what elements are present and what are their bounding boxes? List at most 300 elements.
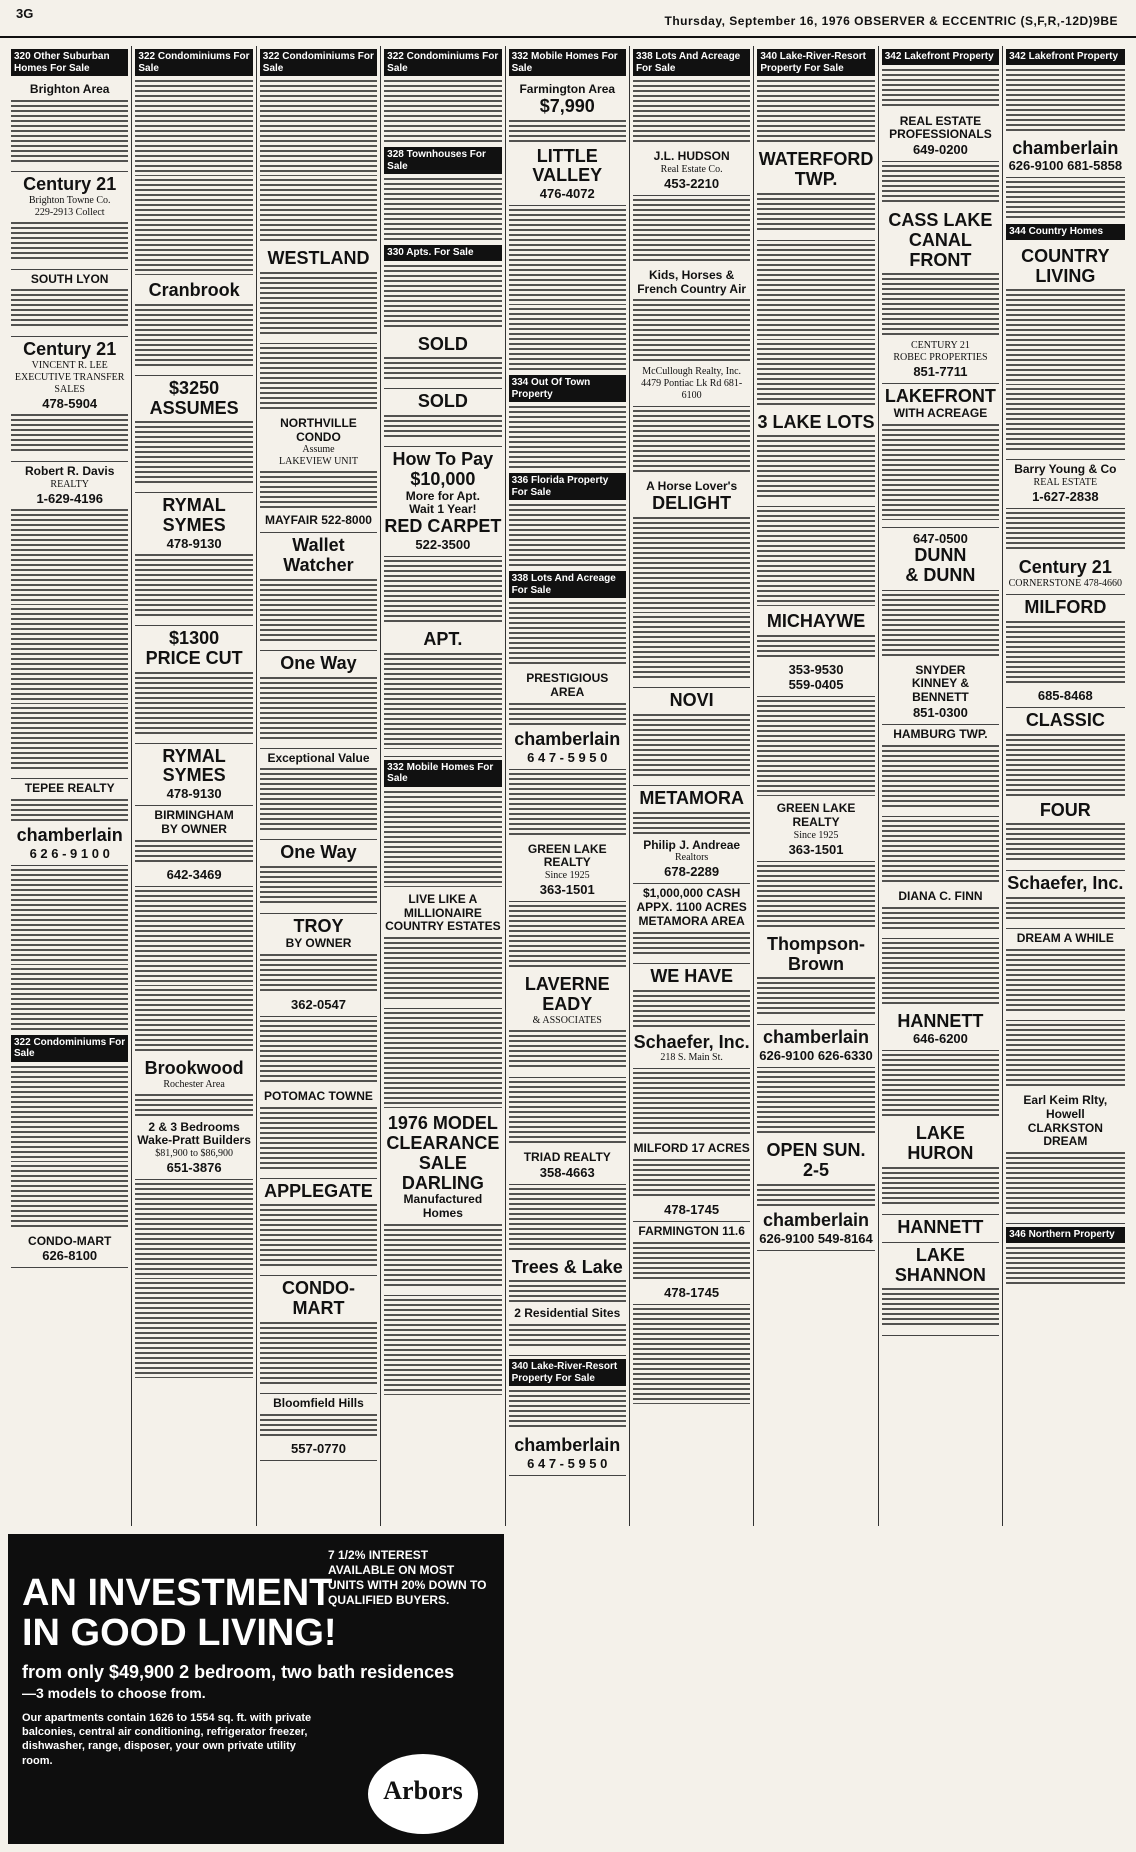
section-heading: 336 Florida Property For Sale — [509, 473, 626, 500]
ad-body-text — [135, 890, 252, 986]
ad-title: NORTHVILLE CONDO — [280, 415, 357, 444]
ad-text: CENTURY 21 — [911, 340, 970, 352]
ad-phone: 453-2210 — [664, 175, 720, 191]
ad-title: FOUR — [1039, 799, 1091, 820]
ad-title: Century 21 — [23, 339, 117, 360]
ad-body-text — [260, 954, 377, 994]
ad-title: Exceptional Value — [267, 750, 370, 765]
classified-ad — [882, 1121, 999, 1215]
ad-text: & ASSOCIATES — [532, 1014, 602, 1026]
classified-ad — [260, 414, 377, 533]
ad-phone: 478-5904 — [42, 396, 98, 412]
ad-body-text — [1006, 1152, 1124, 1216]
section-heading: 332 Mobile Homes For Sale — [384, 760, 501, 787]
ad-text: Wait 1 Year! — [409, 502, 477, 517]
ad-body-text — [509, 120, 626, 144]
classified-ad — [633, 1222, 750, 1305]
ad-title: FARMINGTON 11.6 — [638, 1224, 745, 1239]
classified-ad — [757, 609, 874, 697]
ad-body-text — [882, 1288, 999, 1328]
classified-ad — [882, 725, 999, 817]
ad-title: Robert R. Davis — [25, 464, 115, 479]
section-heading: 332 Mobile Homes For Sale — [509, 49, 626, 76]
ad-title: KINNEY & — [911, 676, 969, 691]
ad-title: $10,000 — [410, 468, 476, 489]
ad-title: WATERFORD TWP. — [758, 149, 874, 189]
ad-phone: 478-9130 — [166, 786, 222, 802]
classified-ad — [135, 278, 252, 376]
ad-body-text — [260, 179, 377, 243]
ad-body-text — [11, 707, 128, 771]
page-info: Thursday, September 16, 1976 OBSERVER & ECCENTRIC (S,F,R,-12D)9BE — [664, 14, 1118, 28]
arbors-display-ad — [8, 1534, 504, 1844]
classified-ad — [260, 1394, 377, 1461]
ad-phone: 6 2 6 - 9 1 0 0 — [29, 845, 110, 861]
ad-title: Schaefer, Inc. — [633, 1031, 750, 1052]
ad-body-text — [11, 509, 128, 605]
classified-ad — [384, 389, 501, 447]
ad-title: Wallet Watcher — [283, 535, 354, 575]
ad-body-text — [260, 1322, 377, 1386]
section-heading: 322 Condominiums For Sale — [260, 49, 377, 76]
ad-title: GREEN LAKE REALTY — [776, 801, 856, 829]
ad-body-text — [757, 244, 874, 340]
ad-body-text — [882, 424, 999, 520]
ad-title: CONDO-MART — [28, 1233, 112, 1248]
column-3 — [257, 46, 381, 1526]
section-heading: 342 Lakefront Property — [1006, 49, 1124, 65]
ad-text: Wake-Pratt Builders — [137, 1133, 251, 1148]
ad-body-text — [633, 1242, 750, 1282]
section-heading: 334 Out Of Town Property — [509, 375, 626, 402]
ad-phone: 478-1745 — [664, 1202, 720, 1218]
ad-body-text — [633, 812, 750, 836]
section-heading: 320 Other Suburban Homes For Sale — [11, 49, 128, 76]
section-heading: 322 Condominiums For Sale — [384, 49, 501, 76]
ad-title: COUNTRY ESTATES — [385, 919, 501, 934]
ad-title: DREAM A WHILE — [1016, 931, 1114, 946]
ad-phone: 651-3876 — [166, 1160, 222, 1176]
ad-title: HAMBURG TWP. — [893, 727, 988, 742]
ad-title: TROY — [293, 916, 344, 937]
ad-phone: 478-9130 — [166, 535, 222, 551]
ad-body-text — [11, 968, 128, 1032]
ad-text: VINCENT R. LEE — [31, 360, 108, 372]
ad-title: Brown — [788, 953, 845, 974]
ad-title: How To Pay — [392, 449, 494, 470]
ad-phone: 362-0547 — [291, 996, 346, 1012]
ad-body-text — [260, 579, 377, 643]
interest-rate-notice: 7 1/2% INTEREST AVAILABLE ON MOST UNITS WITH 20% DOWN TO QUALIFIED BUYERS. — [328, 1548, 487, 1607]
ad-title: PRICE CUT — [145, 647, 243, 668]
classified-ad — [882, 1009, 999, 1052]
ad-text: 4479 Pontiac Lk Rd 681-6100 — [641, 378, 743, 402]
classified-ad — [260, 651, 377, 749]
ad-body-text — [260, 347, 377, 411]
ad-title: LAKEFRONT — [884, 386, 996, 407]
ad-title: Kids, Horses & — [648, 267, 735, 282]
classified-ad — [135, 1056, 252, 1180]
classified-ad — [11, 462, 128, 779]
ad-phone: 851-0300 — [912, 705, 968, 721]
ad-body-text — [1006, 621, 1124, 685]
ad-phone: 559-0405 — [788, 677, 844, 693]
ad-title: SOLD — [417, 333, 468, 354]
ad-title: HANNETT — [897, 1010, 984, 1031]
ad-title: APT. — [423, 629, 463, 650]
ad-body-text — [509, 209, 626, 305]
ad-body: Our apartments contain 1626 to 1554 sq. ft. with private balconies, central air conditioning, refrigerator freezer, dishwasher, range, disposer, your own private utility room. — [22, 1711, 312, 1767]
section-heading: 346 Northern Property — [1006, 1227, 1124, 1243]
ad-body-text — [882, 907, 999, 931]
ad-title: REAL ESTATE — [899, 113, 982, 128]
ad-body-text — [882, 165, 999, 205]
classified-ad — [384, 332, 501, 390]
section-heading: 340 Lake-River-Resort Property For Sale — [509, 1359, 626, 1386]
ad-headline: AN INVESTMENT — [22, 1572, 333, 1614]
ad-text: More for Apt. — [405, 488, 480, 503]
column-2 — [132, 46, 256, 1526]
column-8 — [879, 46, 1003, 1526]
ad-body-text — [757, 193, 874, 233]
classified-ad — [882, 1215, 999, 1243]
ad-body-text — [757, 510, 874, 606]
ad-phone: 6 4 7 - 5 9 5 0 — [527, 1455, 608, 1471]
ad-title: CONDO-MART — [281, 1278, 355, 1319]
ad-body-text — [509, 773, 626, 837]
ad-title: Barry Young & Co — [1014, 462, 1117, 477]
ad-body-text — [135, 989, 252, 1053]
ad-title: Philip J. Andreae — [643, 837, 741, 852]
ad-title: BY OWNER — [161, 821, 227, 836]
ad-body-text — [882, 594, 999, 658]
ad-body-text — [11, 1066, 128, 1162]
ad-text: Rochester Area — [163, 1078, 225, 1090]
section-heading: 340 Lake-River-Resort Property For Sale — [757, 49, 874, 76]
ad-phone: 642-3469 — [166, 866, 222, 882]
ad-title: 2 Residential Sites — [514, 1306, 621, 1321]
ad-body-text — [633, 517, 750, 613]
ad-body-text — [509, 1081, 626, 1145]
classified-ad — [11, 172, 128, 270]
ad-body-text — [757, 700, 874, 796]
ad-title: LAVERNE EADY — [524, 974, 610, 1014]
classified-ad — [882, 208, 999, 384]
ad-title: APPLEGATE — [264, 1180, 373, 1201]
ad-title: BY OWNER — [285, 935, 352, 950]
ad-title: GREEN LAKE REALTY — [527, 841, 607, 870]
ad-phone: 626-9100 681-5858 — [1008, 158, 1123, 174]
ad-body-text — [757, 977, 874, 1017]
ad-body-text — [509, 1390, 626, 1430]
ad-phone: 626-9100 626-6330 — [759, 1048, 873, 1064]
ad-body-text — [11, 608, 128, 704]
ad-title: Thompson- — [767, 933, 866, 954]
ad-phone: 358-4663 — [539, 1164, 595, 1180]
classified-ad — [260, 246, 377, 344]
classified-ad — [11, 1232, 128, 1269]
classified-ad — [757, 1138, 874, 1250]
classified-ad — [1006, 708, 1124, 872]
classified-ad — [509, 1255, 626, 1357]
ad-body-text — [260, 768, 377, 832]
ad-body-text — [135, 1094, 252, 1118]
ad-phone: 1-627-2838 — [1032, 489, 1099, 505]
ad-title: DIANA C. FINN — [898, 888, 983, 903]
classified-ad — [757, 1025, 874, 1068]
ad-body-text — [757, 1184, 874, 1208]
ad-body-text — [757, 80, 874, 144]
ad-text: Since 1925 — [793, 829, 839, 841]
ad-title: DARLING — [401, 1172, 484, 1193]
ad-title: One Way — [280, 842, 357, 863]
ad-title: MILFORD 17 ACRES — [633, 1141, 750, 1156]
ad-body-text — [384, 1299, 501, 1395]
ad-body-text — [509, 1188, 626, 1252]
column-7 — [754, 46, 878, 1526]
classified-ad — [633, 477, 750, 688]
ad-text: Real Estate Co. — [660, 163, 723, 175]
classified-ad — [260, 840, 377, 914]
ad-title: Trees & Lake — [511, 1256, 623, 1277]
ad-title: SALE — [418, 1152, 467, 1173]
ad-title: chamberlain — [16, 824, 123, 845]
ad-body-text — [633, 199, 750, 263]
ad-body-text — [1006, 823, 1124, 863]
ad-body-text — [633, 410, 750, 474]
ad-body-text — [509, 406, 626, 470]
ad-title: APPX. 1100 ACRES — [636, 900, 747, 915]
ad-phone: 626-9100 549-8164 — [759, 1230, 873, 1246]
ad-text: Since 1925 — [544, 870, 590, 882]
ad-title: Brookwood — [144, 1057, 244, 1078]
ad-body-text — [633, 299, 750, 363]
classified-ad — [882, 112, 999, 163]
ad-body-text — [1006, 949, 1124, 1013]
classified-ad — [384, 1111, 501, 1296]
ad-body-text — [757, 1071, 874, 1135]
ad-body-text — [509, 602, 626, 666]
ad-title: Earl Keim Rlty, Howell — [1023, 1092, 1108, 1121]
ad-body-text — [260, 471, 377, 511]
ad-title: Bloomfield Hills — [273, 1395, 364, 1410]
ad-title: SYMES — [162, 765, 226, 786]
ad-title: chamberlain — [1012, 137, 1119, 158]
ad-title: METAMORA — [639, 787, 744, 808]
ad-title: LAKE HURON — [907, 1123, 974, 1164]
ad-title: CANAL FRONT — [908, 229, 972, 270]
ad-body-text — [384, 357, 501, 381]
classified-ad — [260, 1179, 377, 1277]
ad-phone: 626-8100 — [42, 1248, 98, 1264]
ad-body-text — [509, 504, 626, 568]
ad-title: CLASSIC — [1025, 709, 1105, 730]
ad-body-text — [509, 703, 626, 727]
ad-body-text — [135, 179, 252, 275]
classified-ad — [1006, 555, 1124, 595]
ad-body-text — [1006, 512, 1124, 552]
classified-ad — [384, 627, 501, 757]
ad-title: BENNETT — [912, 690, 969, 705]
classified-ad — [135, 376, 252, 494]
ad-phone: 646-6200 — [912, 1031, 968, 1047]
ad-title: BIRMINGHAM — [154, 808, 234, 823]
ad-phone: 476-4072 — [539, 186, 595, 202]
ad-title: PRESTIGIOUS AREA — [526, 671, 609, 699]
ad-title: RED CARPET — [384, 516, 502, 537]
ad-title: chamberlain — [763, 1027, 870, 1048]
column-5 — [506, 46, 630, 1526]
ad-body-text — [633, 616, 750, 680]
ad-body-text — [633, 714, 750, 778]
ad-subheadline: from only $49,900 2 bedroom, two bath residences — [22, 1661, 455, 1682]
section-heading: 322 Condominiums For Sale — [135, 49, 252, 76]
ad-body-text — [1006, 388, 1124, 452]
ad-subheadline: —3 models to choose from. — [22, 1684, 206, 1701]
ad-body-text — [260, 80, 377, 176]
ad-body-text — [260, 1107, 377, 1171]
classified-ad — [882, 661, 999, 725]
ad-text: 229-2913 Collect — [34, 206, 105, 218]
ad-phone: 678-2289 — [664, 864, 720, 880]
ad-title: 3 LAKE LOTS — [757, 411, 875, 432]
ad-body-text — [633, 80, 750, 144]
ad-title: COUNTRY LIVING — [1021, 245, 1110, 286]
ad-text: REALTY — [50, 478, 89, 490]
ad-body-text — [384, 265, 501, 329]
classified-ad — [1006, 929, 1124, 1021]
classified-ad — [509, 669, 626, 769]
ad-body-text — [882, 1167, 999, 1207]
classified-ad — [260, 1087, 377, 1179]
classified-ad — [1006, 871, 1124, 929]
ad-body-text — [757, 343, 874, 407]
classified-ad — [509, 972, 626, 1078]
ad-title: chamberlain — [763, 1209, 870, 1230]
ad-body-text — [384, 791, 501, 887]
ad-title: A Horse Lover's — [646, 479, 738, 494]
ad-phone: 647-0500 — [912, 531, 968, 547]
classified-ad — [260, 1276, 377, 1394]
ad-body-text — [633, 932, 750, 956]
ad-phone: 685-8468 — [1037, 687, 1093, 703]
ad-body-text — [384, 560, 501, 624]
ad-phone: 363-1501 — [788, 841, 844, 857]
page-number: 3G — [16, 6, 34, 21]
ad-title: LIVE LIKE A MILLIONAIRE — [403, 891, 482, 920]
ad-text: Manufactured Homes — [403, 1192, 483, 1221]
ad-body-text — [882, 820, 999, 884]
classified-ad — [633, 688, 750, 786]
classified-ad — [757, 799, 874, 862]
classified-ad — [384, 890, 501, 1009]
ad-title: OPEN SUN. 2-5 — [766, 1140, 866, 1180]
classified-ad — [882, 887, 999, 939]
ad-body-text — [633, 990, 750, 1030]
ad-body-text — [384, 80, 501, 144]
ad-title: HANNETT — [897, 1217, 984, 1238]
ad-title: SYMES — [162, 515, 226, 536]
ad-title: DELIGHT — [652, 493, 732, 514]
ad-body-text — [882, 942, 999, 1006]
ad-title: Brighton Area — [29, 82, 110, 96]
ad-title: $3250 — [169, 377, 220, 398]
ad-phone: 649-0200 — [912, 142, 968, 158]
ad-title: CLEARANCE — [386, 1133, 500, 1154]
ad-title: MICHAYWE — [766, 611, 866, 632]
ad-body-text — [135, 304, 252, 368]
ad-phone: 363-1501 — [539, 882, 595, 898]
ad-phone: 522-3500 — [415, 537, 471, 553]
ad-body-text — [633, 1072, 750, 1136]
ad-text: McCullough Realty, Inc. — [642, 366, 742, 378]
classified-ad — [1006, 460, 1124, 509]
ad-body-text — [633, 1159, 750, 1199]
ad-body-text — [135, 421, 252, 485]
ad-title: RYMAL — [162, 495, 226, 516]
ad-body-text — [384, 1224, 501, 1288]
classified-ad — [384, 447, 501, 557]
ad-text: REAL ESTATE — [1033, 477, 1098, 489]
ad-title: 1976 MODEL — [387, 1113, 498, 1134]
classified-columns — [8, 46, 1128, 1526]
ad-title: J.L. HUDSON — [653, 149, 730, 163]
column-9 — [1003, 46, 1127, 1526]
ad-phone: 1-629-4196 — [36, 490, 103, 506]
column-4 — [381, 46, 505, 1526]
ad-body-text — [757, 635, 874, 659]
ad-title: CASS LAKE — [888, 210, 993, 231]
ad-body-text — [135, 554, 252, 618]
column-1 — [8, 46, 132, 1526]
ad-body-text — [11, 289, 128, 329]
ad-body-text — [509, 1324, 626, 1348]
ad-title: TEPEE REALTY — [24, 780, 115, 795]
ad-title: MILFORD — [1024, 596, 1107, 617]
ad-title: Century 21 — [23, 173, 117, 194]
ad-body-text — [882, 273, 999, 337]
classified-ad — [11, 337, 128, 462]
ad-title: One Way — [280, 652, 357, 673]
ad-body-text — [1006, 897, 1124, 921]
classified-ad — [509, 1433, 626, 1476]
ad-text: 2 & 3 Bedrooms — [148, 1119, 240, 1134]
ad-title: Schaefer, Inc. — [1007, 873, 1124, 894]
classified-ad — [882, 1243, 999, 1337]
classified-ad — [633, 266, 750, 408]
ad-title: LAKE SHANNON — [894, 1244, 986, 1285]
ad-body-text — [11, 222, 128, 262]
classified-ad — [882, 528, 999, 591]
classified-ad — [11, 270, 128, 338]
ad-title: RYMAL — [162, 745, 226, 766]
ad-body-text — [260, 1020, 377, 1084]
classified-ad — [757, 147, 874, 241]
ad-phone: 6 4 7 - 5 9 5 0 — [527, 749, 608, 765]
ad-body-text — [1006, 734, 1124, 798]
ad-body-text — [757, 865, 874, 929]
ad-body-text — [882, 69, 999, 109]
ad-title: SOLD — [417, 391, 468, 412]
ad-title: chamberlain — [514, 728, 621, 749]
classified-ad — [260, 749, 377, 841]
ad-body-text — [260, 1414, 377, 1438]
ad-body-text — [384, 1012, 501, 1108]
classified-ad — [260, 914, 377, 1017]
ad-body-text — [135, 840, 252, 864]
ad-phone: 557-0770 — [291, 1440, 346, 1456]
classified-ad — [633, 786, 750, 885]
